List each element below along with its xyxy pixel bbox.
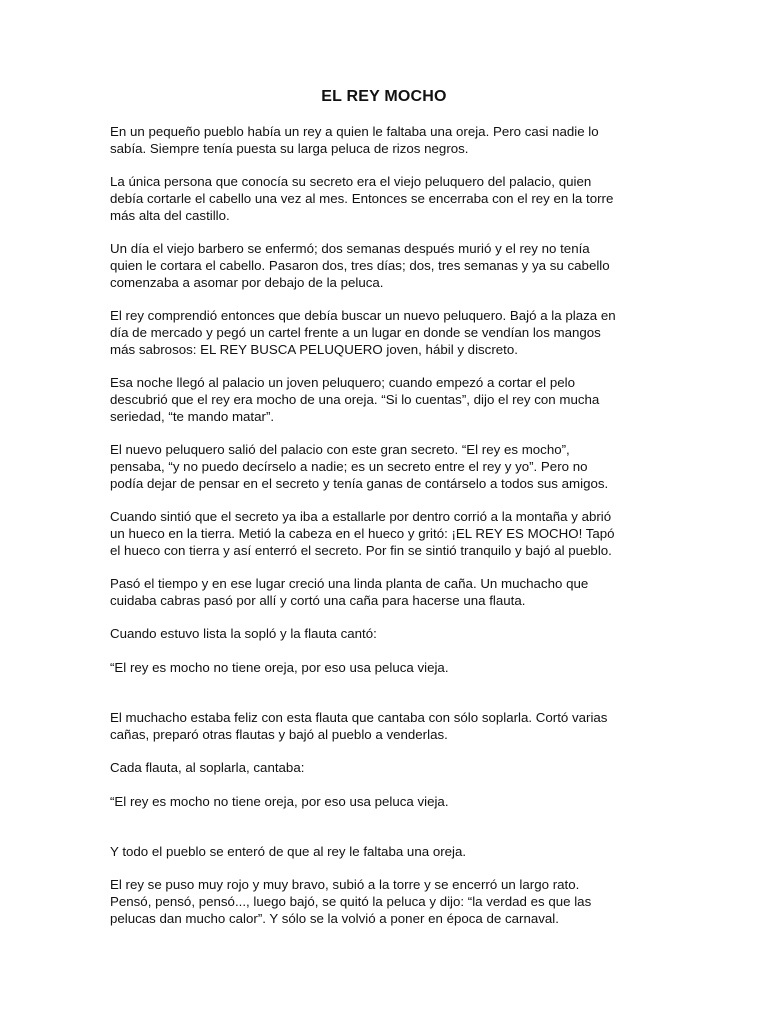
paragraph-gap (110, 493, 658, 510)
paragraph-4: El rey comprendió entonces que debía buscar un nuevo peluquero. Bajó a la plaza en día de mercado y pegó un cartel frente a un lugar en donde se vendían los mangos más sabrosos: EL REY BUSCA PELUQUERO joven, hábil y discreto. (110, 308, 616, 357)
paragraph-12: Y todo el pueblo se enteró de que al rey le faltaba una oreja. (110, 843, 467, 859)
paragraph-13: El rey se puso muy rojo y muy bravo, subió a la torre y se encerró un largo rato. Pensó, pensó, pensó..., luego bajó, se quitó la peluca y dijo: “la verdad es que las pelucas dan mucho calor”. Y sólo se la volvió a poner en época de carnaval. (110, 877, 592, 926)
paragraph-6: El nuevo peluquero salió del palacio con este gran secreto. “El rey es mocho”, pensaba, “y no puedo decírselo a nadie; es un secreto entre el rey y yo”. Pero no podía dejar de pensar en el secreto y tenía ganas de contárselo a todos sus amigos. (110, 442, 609, 491)
paragraph-8: Pasó el tiempo y en ese lugar creció una linda planta de caña. Un muchacho que cuidaba cabras pasó por allí y cortó una caña para hacerse una flauta. (110, 576, 589, 608)
document-title: EL REY MOCHO (321, 88, 447, 105)
paragraph-10: El muchacho estaba feliz con esta flauta que cantaba con sólo soplarla. Cortó varias cañas, preparó otras flautas y bajó al pueblo a venderlas. (110, 709, 608, 742)
paragraph-gap (110, 643, 658, 660)
paragraph-gap (110, 810, 658, 844)
paragraph-gap (110, 225, 658, 242)
paragraph-7: Cuando sintió que el secreto ya iba a estallarle por dentro corrió a la montaña y abrió un hueco en la tierra. Metió la cabeza en el hueco y gritó: ¡EL REY ES MOCHO! Tapó el hueco con tierra y así enterró el secreto. Por fin se sintió tranquilo y bajó al pueblo. (110, 509, 615, 558)
flute-song-1: “El rey es mocho no tiene oreja, por eso usa peluca vieja. (110, 659, 449, 675)
paragraph-gap (110, 359, 658, 376)
paragraph-gap (110, 292, 658, 309)
paragraph-gap (110, 610, 658, 627)
paragraph-gap (110, 158, 658, 175)
paragraph-gap (110, 744, 658, 761)
paragraph-2: La única persona que conocía su secreto era el viejo peluquero del palacio, quien debía cortarle el cabello una vez al mes. Entonces se encerraba con el rey en la torre más alta del castillo. (110, 174, 614, 223)
paragraph-11: Cada flauta, al soplarla, cantaba: (110, 760, 305, 776)
flute-song-2: “El rey es mocho no tiene oreja, por eso usa peluca vieja. (110, 793, 449, 809)
paragraph-3: Un día el viejo barbero se enfermó; dos semanas después murió y el rey no tenía quien le cortara el cabello. Pasaron dos, tres días; dos, tres semanas y ya su cabello comenzaba a asomar por debajo de la peluca. (110, 241, 610, 290)
paragraph-gap (110, 676, 658, 710)
paragraph-5: Esa noche llegó al palacio un joven peluquero; cuando empezó a cortar el pelo descubrió que el rey era mocho de una oreja. “Si lo cuentas”, dijo el rey con mucha seriedad, “te mando matar”. (110, 375, 600, 424)
paragraph-gap (110, 777, 658, 794)
paragraph-gap (110, 560, 658, 577)
document-body (110, 124, 658, 928)
paragraph-1: En un pequeño pueblo había un rey a quien le faltaba una oreja. Pero casi nadie lo sabía. Siempre tenía puesta su larga peluca de rizos negros. (110, 124, 599, 156)
paragraph-gap (110, 426, 658, 443)
paragraph-gap (110, 861, 658, 878)
paragraph-9: Cuando estuvo lista la sopló y la flauta cantó: (110, 626, 377, 642)
